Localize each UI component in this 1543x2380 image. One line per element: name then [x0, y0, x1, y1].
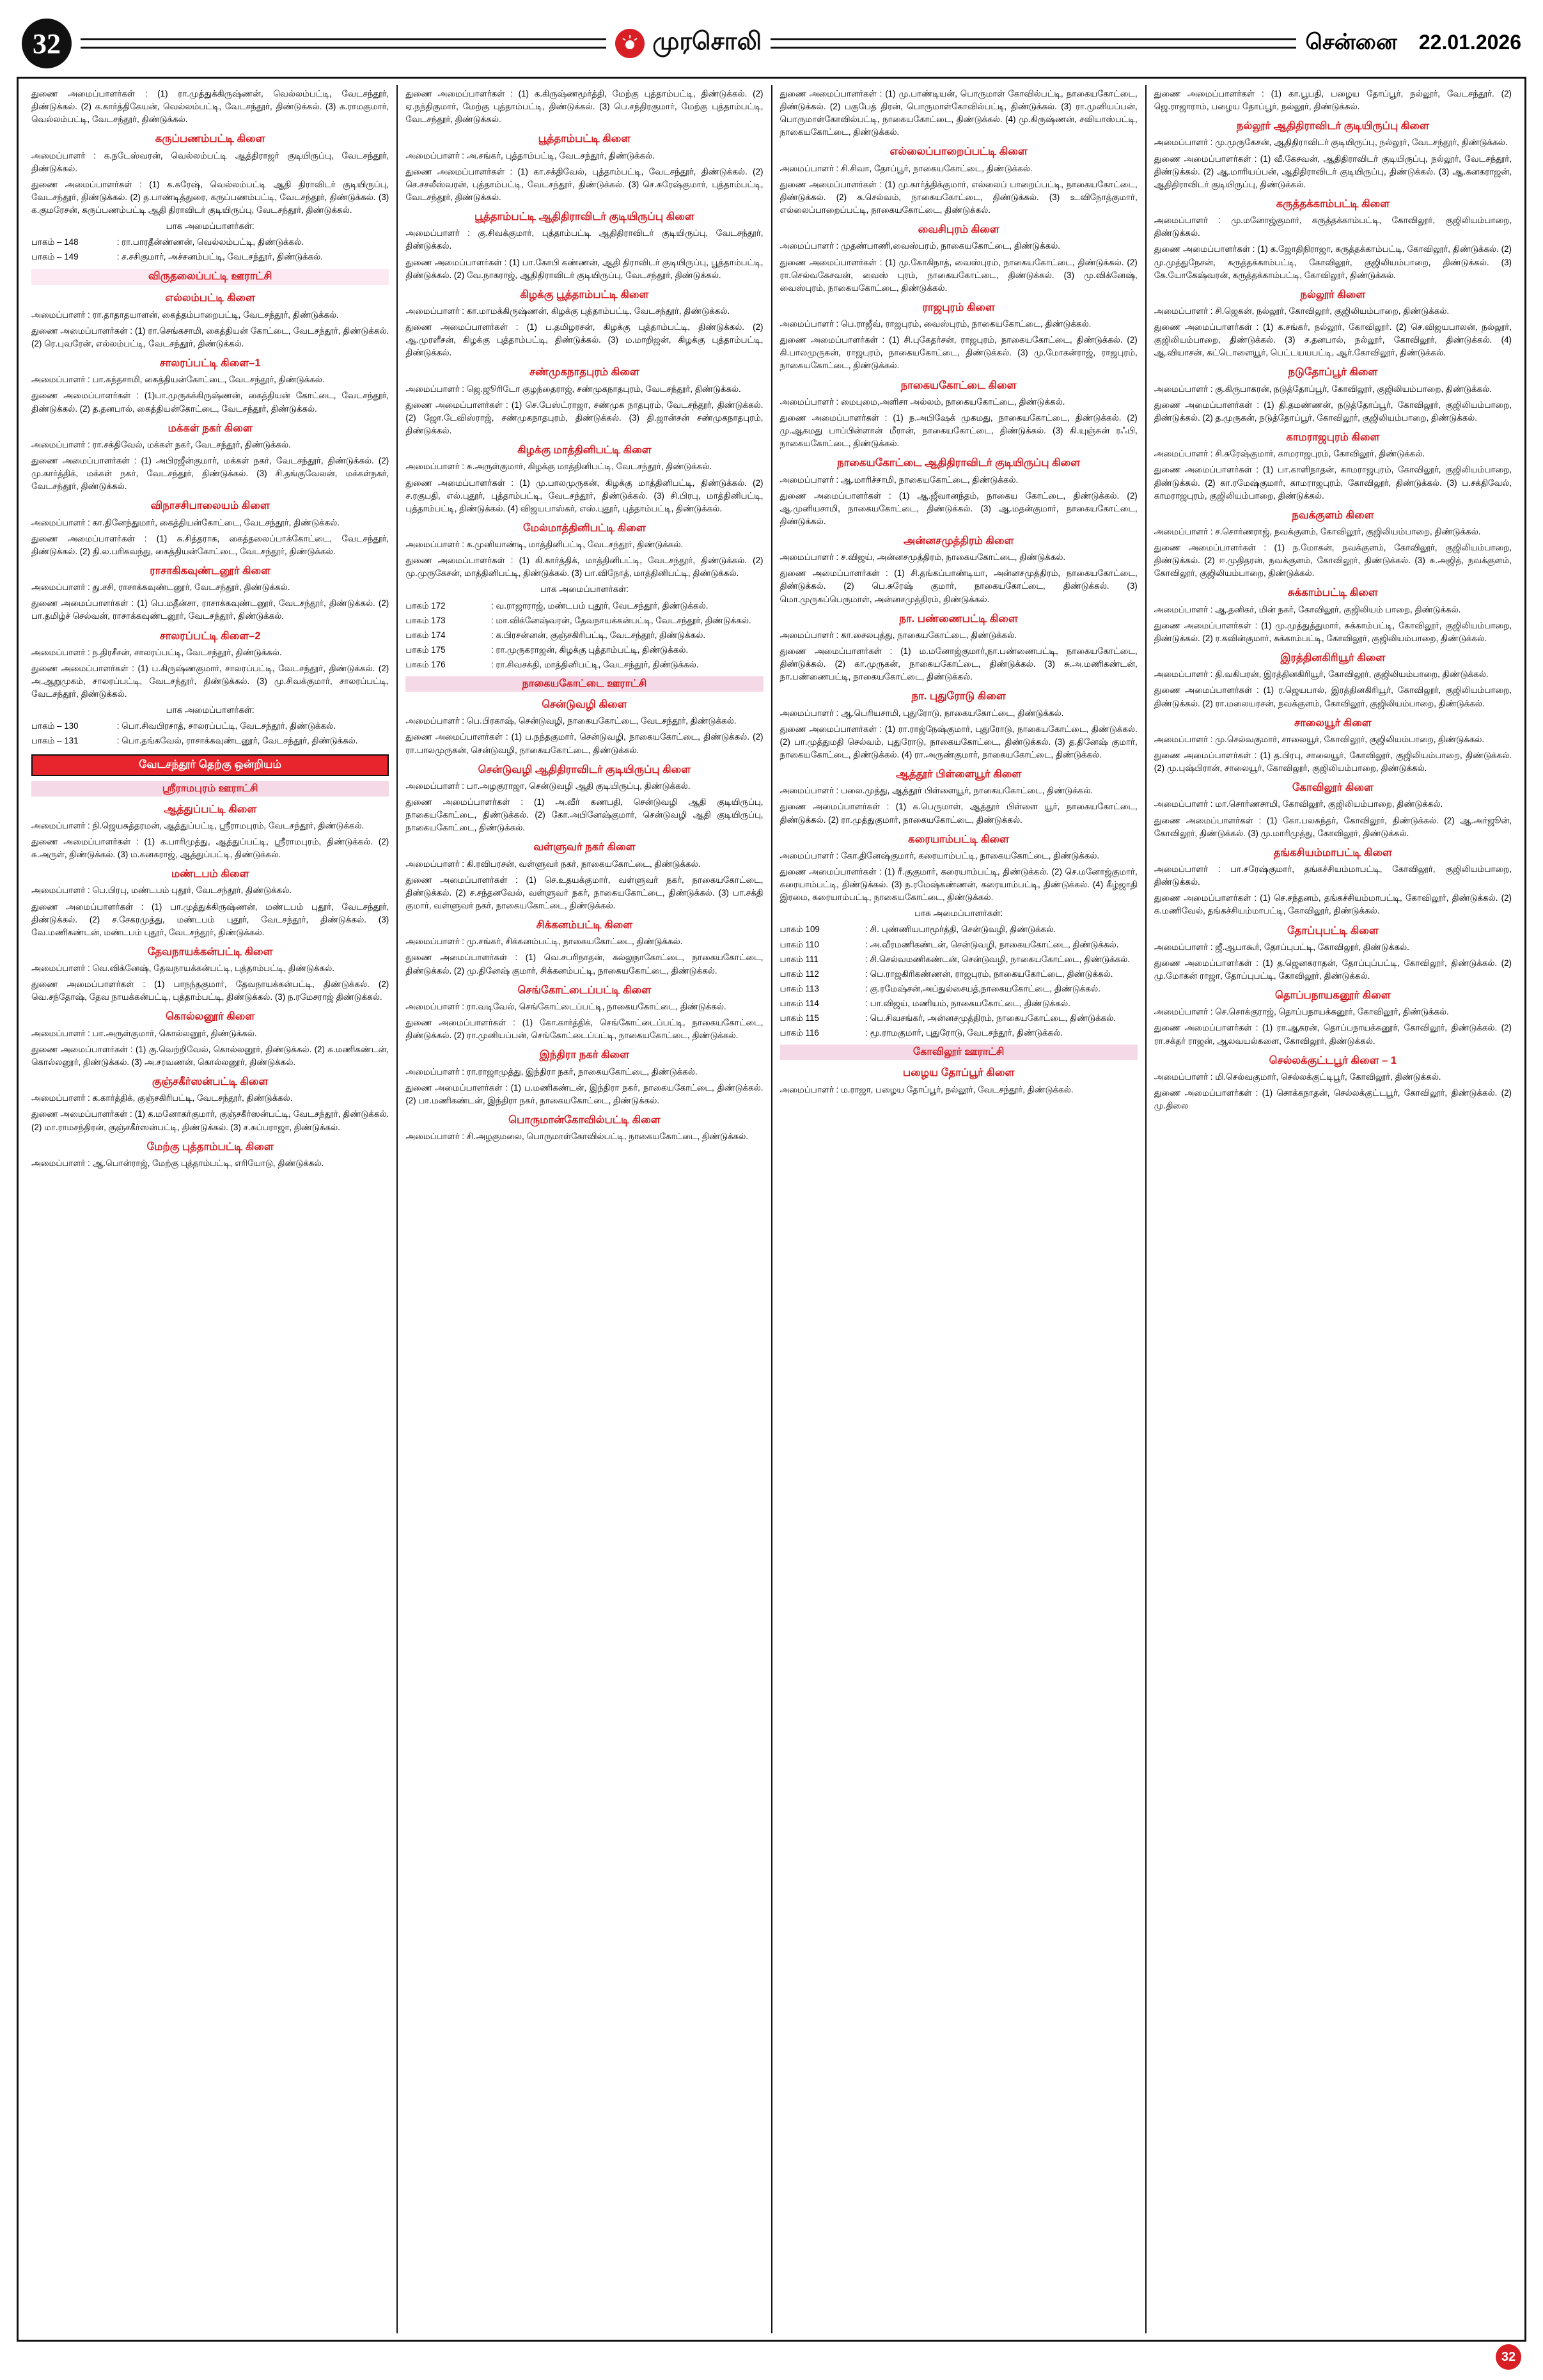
- paragraph: அமைப்பாளர் : பலை.முத்து, ஆத்தூர் பிள்ளையூர், நாகையகோட்டை, திண்டுக்கல்.: [779, 786, 1093, 796]
- paragraph: துணை அமைப்பாளர்கள் : (1) க.ஜோதிநிராஜா, கருத்தக்காம்பட்டி, கோவிலூர், திண்டுக்கல். (2) மு.முத்துநேசன், கருத்தக்காம்பட்டி, கோவிலூர், குஜிலியம்பாறை, திண்டுக்கல். (3) கே.யோகேஷ்வரன், கருத்தக்காம்பட்டி, கோவிலூர், திண்டுக்கல்.: [1154, 244, 1512, 280]
- panchayat-heading-highlight: விருதலைப்பட்டி ஊராட்சி: [31, 269, 389, 285]
- part-organiser-name: ரா.சிவசக்தி, மாத்தினிபட்டி, வேடசந்தூர், திண்டுக்கல்.: [496, 659, 699, 669]
- paragraph: அமைப்பாளர் : சு.அருள்குமார், கிழக்கு மாத்தினிபட்டி, வேடசந்தூர், திண்டுக்கல்.: [405, 462, 712, 472]
- paragraph: பாக அமைப்பாளர்கள்:: [540, 584, 629, 595]
- paragraph: துணை அமைப்பாளர்கள் : (1) வீ.கேசவன், ஆதிதிராவிடர் குடியிருப்பு, நல்லூர், வேடசந்தூர், திண்டுக்கல். (2) ஆ.மாரியப்பன், ஆதிதிராவிடர் குடியிருப்பு, திண்டுக்கல். (3) ஆ.கனகராஜன், ஆதிதிராவிடர் குடியிருப்பு, திண்டுக்கல்.: [1154, 153, 1512, 189]
- part-number: பாகம் 173: [405, 615, 446, 625]
- paragraph: அமைப்பாளர் : பெ.பிரபு, மண்டபம் புதூர், வேடசந்தூர், திண்டுக்கல்.: [31, 885, 292, 896]
- paragraph: அமைப்பாளர் : ஜெ.ஜூரிடோ குழந்தைராஜ், சண்முகநாதபுரம், வேடசந்தூர், திண்டுக்கல்.: [405, 384, 741, 394]
- paragraph: துணை அமைப்பாளர்கள் : (1) த.ஜெனகராதன், தோப்புப்பட்டி, கோவிலூர், திண்டுக்கல். (2) மு.மோகன் ராஜா, தோப்புபட்டி, கோவிலூர், திண்டுக்கல்.: [1154, 958, 1512, 981]
- part-organiser-row: பாகம் 109 : சி. புண்ணியபாமூர்த்தி, சென்டுவழி, திண்டுக்கல்.: [780, 923, 1138, 936]
- part-organiser-row: பாகம் 173 : மா.விக்னேஷ்வரன், தேவநாயக்கன்பட்டி, வேடசந்தூர், திண்டுக்கல்.: [405, 614, 763, 627]
- part-organiser-row: பாகம் 110 : அ.வீரமணிகண்டன், சென்டுவழி, நாகையகோட்டை, திண்டுக்கல்.: [780, 938, 1138, 951]
- union-heading-banner: வேடசந்தூர் தெற்கு ஒன்றியம்: [31, 754, 389, 776]
- part-number: பாகம் 110: [779, 939, 819, 949]
- paragraph: அமைப்பாளர் : மு.சங்கர், சிக்கனம்பட்டி, நாகையகோட்டை, திண்டுக்கல்.: [405, 937, 683, 947]
- branch-heading: சிக்கனம்பட்டி கிளை: [536, 919, 633, 931]
- paragraph: துணை அமைப்பாளர்கள் : (1) ஆ.ஜீவானந்தம், நாகைய கோட்டை, திண்டுக்கல். (2) ஆ.முனியசாமி, நாகையகோட்டை, திண்டுக்கல். (3) ஆ.மதன்குமார், நாகையகோட்டை, திண்டுக்கல்.: [779, 490, 1138, 526]
- branch-heading: அன்னசமுத்திரம் கிளை: [903, 534, 1014, 547]
- paragraph: துணை அமைப்பாளர்கள் : (1) த.பிரபு, சாலையூர், கோவிலூர், குஜிலியம்பாறை, திண்டுக்கல். (2) மு.புஷ்பிரான், சாலையூர், கோவிலூர், குஜிலியம்பாறை, திண்டுக்கல்.: [1154, 751, 1512, 774]
- part-number: பாகம் 109: [779, 924, 820, 935]
- paragraph: துணை அமைப்பாளர்கள் : (1) க.பெருமாள், ஆத்தூர் பிள்ளை யூர், நாகையகோட்டை, திண்டுக்கல். (2) ரா.முத்துகுமார், நாகையகோட்டை, திண்டுக்கல்.: [779, 802, 1138, 825]
- paragraph: துணை அமைப்பாளர்கள் : (1) ந.மோகன், நவக்குளம், கோவிலூர், குஜிலியம்பாறை, திண்டுக்கல். (2) ஈ.முதிதரன், நவக்குளம், கோவிலூர், திண்டுக்கல். (3) சு.அஜித், நவக்குளம், கோவிலூர், குஜிலியம்பாறை, திண்டுக்கல்.: [1154, 543, 1512, 579]
- paragraph: துணை அமைப்பாளர்கள் : (1) க.கிருஷ்ணமூர்த்தி, மேற்கு புத்தாம்பட்டி, திண்டுக்கல். (2) ஏ.நந்திகுமார், மேற்கு புத்தாம்பட்டி, திண்டுக்கல். (3) பெ.சந்திரகுமார், மேற்கு புத்தாம்பட்டி, வேடசந்தூர், திண்டுக்கல்.: [405, 89, 764, 125]
- part-number: பாகம் 116: [779, 1028, 819, 1038]
- paragraph: துணை அமைப்பாளர்கள் : (1) க.சுரேஷ், வெல்லம்பட்டி ஆதி திராவிடர் குடியிருப்பு, வேடசந்தூர், திண்டுக்கல். (2) த.பாண்டித்துரை, கருப்பணம்பட்டி, வேடசந்தூர், திண்டுக்கல். (3) க.குமரேசன், கருப்பணம்பட்டி ஆதி திராவிடர் குடியிருப்பு, வேடசந்தூர், திண்டுக்கல்.: [31, 179, 389, 215]
- part-organiser-row: பாகம் 116 : மூ.ராமகுமார், புதுரோடு, வேடசந்தூர், திண்டுக்கல்.: [780, 1027, 1138, 1039]
- paragraph: துணை அமைப்பாளர்கள் : (1) பா.கோபி கண்ணன், ஆதி திராவிடர் குடியிருப்பு, பூத்தாம்பட்டி, திண்டுக்கல். (2) வே.நாகராஜ், ஆதிதிராவிடர் குடியிருப்பு, வேடசந்தூர், திண்டுக்கல்.: [405, 257, 764, 280]
- branch-heading: பூத்தாம்பட்டி கிளை: [538, 133, 631, 145]
- branch-heading: சுக்காம்பட்டி கிளை: [1287, 587, 1378, 599]
- paragraph: துணை அமைப்பாளர்கள் : (1) பா.காளிநாதன், காமராஜபுரம், கோவிலூர், குஜிலியம்பாறை, திண்டுக்கல். (2) கா.ரமேஷ்குமார், காமராஜபுரம், கோவிலூர், திண்டுக்கல். (3) ப.சக்திவேல், காமராஜபுரம், குஜிலியம்பாறை, திண்டுக்கல்.: [1154, 465, 1512, 501]
- paragraph: துணை அமைப்பாளர்கள் : (1) ரீ.குகுமார், கரையாம்பட்டி, திண்டுக்கல். (2) செ.மனோஜ்குமார், கரையாம்பட்டி, திண்டுக்கல். (3) ந.ரமேஷ்கண்ணன், கரையாம்பட்டி, திண்டுக்கல். (4) கீழ்ஜாதி இரமை, கரையாம்பட்டி, நாகையகோட்டை, திண்டுக்கல்.: [779, 867, 1138, 903]
- part-number: பாகம் 174: [405, 630, 446, 640]
- branch-heading: எல்லைப்பாறைப்பட்டி கிளை: [889, 146, 1028, 158]
- branch-heading: காமராஜபுரம் கிளை: [1286, 432, 1380, 444]
- paragraph: துணை அமைப்பாளர்கள் : (1) சி.தங்கப்பாண்டியா, அன்னசமுத்திரம், நாகையகோட்டை, திண்டுக்கல். (2) பெ.சுரேஷ் குமார், நாகையகோட்டை, திண்டுக்கல். (3) மொ.முருகப்பெருமாள், அன்னசமுத்திரம், திண்டுக்கல்.: [779, 568, 1138, 604]
- part-organiser-name: ச.சசிகுமார், அச்சனம்பட்டி, வேடசந்தூர், திண்டுக்கல்.: [121, 252, 323, 262]
- paragraph: துணை அமைப்பாளர்கள் : (1) ரா.ராஜ்நேஷ்குமார், புதுரோடு, நாகையகோட்டை, திண்டுக்கல். (2) பா.முத்துமதி செல்வம், புதுரோடு, நாகையகோட்டை, திண்டுக்கல். (3) த.தினேஷ் குமார், நாகையகோட்டை, திண்டுக்கல். (4) ரா.அருண்குமார், நாகையகோட்டை, திண்டுக்கல்.: [779, 724, 1138, 759]
- paragraph: அமைப்பாளர் : பா.அருள்குமார், கொல்லனூர், திண்டுக்கல்.: [31, 1028, 257, 1038]
- branch-heading: சென்டுவழி ஆதிதிராவிடர் குடியிருப்பு கிளை: [478, 763, 691, 775]
- part-organiser-name: பொ.சிவபிரசாத், சாலரப்பட்டி, வேடசந்தூர், திண்டுக்கல்.: [121, 721, 336, 731]
- paragraph: அமைப்பாளர் : கா.மாமக்கிருஷ்ணன், கிழக்கு புத்தாம்பட்டி, வேடசந்தூர், திண்டுக்கல்.: [405, 306, 730, 316]
- part-number: பாகம் 113: [779, 983, 819, 993]
- paragraph: துணை அமைப்பாளர்கள் : (1) சி.புகேதர்சன், ராஜபுரம், நாகையகோட்டை, திண்டுக்கல். (2) கி.பாலமுருகன், ராஜபுரம், நாகையகோட்டை, திண்டுக்கல். (3) மு.மோகன்ராஜ், ராஜபுரம், நாகையகோட்டை, திண்டுக்கல்.: [779, 335, 1138, 371]
- branch-heading: நாகையகோட்டை கிளை: [900, 379, 1017, 391]
- footer-page-badge: 32: [1496, 2344, 1521, 2370]
- paragraph: அமைப்பாளர் : மு.முருகேசன், ஆதிதிராவிடர் குடியிருப்பு, நல்லூர், வேடசந்தூர், திண்டுக்கல்.: [1154, 137, 1508, 148]
- paragraph: துணை அமைப்பாளர்கள் : (1) மு.முத்துத்துமார், சுக்காம்பட்டி, கோவிலூர், குஜிலியம்பாறை, திண்டுக்கல். (2) ர.கவின்குமார், சுக்காம்பட்டி, கோவிலூர், குஜிலியம்பாறை, திண்டுக்கல்.: [1154, 620, 1512, 643]
- text-column: [772, 85, 1147, 2333]
- paragraph: துணை அமைப்பாளர்கள் : (1) அபிரஜீன்குமார், மக்கள் நகர், வேடசந்தூர், திண்டுக்கல். (2) மு.கார்த்திக், மக்கள் நகர், வேடசந்தூர், திண்டுக்கல். (3) சி.தங்குவேலன், மக்கள்நகர், வேடசந்தூர், திண்டுக்கல்.: [31, 456, 389, 492]
- paragraph: அமைப்பாளர் : ஆ.பொன்ராஜ், மேற்கு புத்தாம்பட்டி, எரியோடு, திண்டுக்கல்.: [31, 1158, 324, 1168]
- paragraph: அமைப்பாளர் : பெ.ராஜீவ், ராஜபுரம், வைஸ்புரம், நாகையகோட்டை, திண்டுக்கல்.: [779, 319, 1092, 329]
- paragraph: அமைப்பாளர் : பா.கந்தசாமி, கைத்தியன்கோட்டை, வேடசந்தூர், திண்டுக்கல்.: [31, 375, 325, 385]
- branch-heading: வள்ளுவர் நகர் கிளை: [533, 841, 636, 853]
- paragraph: அமைப்பாளர் : க.முனியாண்டி, மாத்தினிபட்டி, வேடசந்தூர், திண்டுக்கல்.: [405, 540, 684, 550]
- branch-heading: தேவநாயக்கன்பட்டி கிளை: [147, 945, 273, 958]
- branch-heading: தங்கசியம்மாபட்டி கிளை: [1273, 846, 1392, 859]
- branch-heading: செங்கோட்டைப்பட்டி கிளை: [517, 984, 652, 996]
- paragraph: அமைப்பாளர் : ரா.தாதாதயாளன், கைத்தம்பாறைபட்டி, வேடசந்தூர், திண்டுக்கல்.: [31, 309, 339, 320]
- paragraph: அமைப்பாளர் : கா.தினேந்துமார், கைத்தியன்கோட்டை, வேடசந்தூர், திண்டுக்கல்.: [31, 517, 340, 527]
- paragraph: பாக அமைப்பாளர்கள்:: [166, 221, 255, 231]
- paragraph: அமைப்பாளர் : பெ.பிரகாஷ், சென்டுவழி, நாகையகோட்டை, வேடசந்தூர், திண்டுக்கல்.: [405, 716, 737, 726]
- masthead-rule-right: [771, 38, 1296, 49]
- paragraph: துணை அமைப்பாளர்கள் : (1) க.பாரிமுத்து, ஆத்துப்பட்டி, ஸ்ரீராமபுரம், திண்டுக்கல். (2) சு.அருள், திண்டுக்கல். (3) ம.கனகராஜ், ஆத்துப்பட்டி, திண்டுக்கல்.: [31, 836, 389, 860]
- branch-heading: பழைய தோப்பூர் கிளை: [902, 1067, 1015, 1079]
- part-organiser-row: பாகம் 174 : க.பிரசன்னன், குஞ்சகிரிபட்டி, வேடசந்தூர், திண்டுக்கல்.: [405, 629, 763, 642]
- branch-heading: கரையாம்பட்டி கிளை: [908, 833, 1010, 845]
- branch-heading: மக்கள் நகர் கிளை: [168, 422, 253, 434]
- paragraph: துணை அமைப்பாளர்கள் : (1) க.மனோகர்குமார், குஞ்சகீர்ஸன்பட்டி, வேடசந்தூர், திண்டுக்கல். (2) மா.ராமசந்திரன், குஞ்சகீர்ஸன்பட்டி, திண்டுக்கல். (3) ச.சுப்பராஜா, திண்டுக்கல்.: [31, 1109, 389, 1132]
- part-organiser-row: பாகம் 114 : பா.விஜய், மணியம், நாகையகோட்டை, திண்டுக்கல்.: [780, 997, 1138, 1010]
- part-organiser-name: சி.செல்வமணிகண்டன், சென்டுவழி, நாகையகோட்டை, திண்டுக்கல்.: [870, 954, 1130, 964]
- branch-heading: நல்லூர் கிளை: [1300, 288, 1366, 300]
- branch-heading: கோவிலூர் கிளை: [1292, 782, 1374, 794]
- paragraph: துணை அமைப்பாளர்கள் : (1) ரா.ஆகரன், தொப்பநாயக்கனூர், கோவிலூர், திண்டுக்கல். (2) ரா.சக்தர் ராஜன், ஆலவயல்களை, கோவிலூர், திண்டுக்கல்.: [1154, 1023, 1512, 1046]
- branch-heading: நவக்குளம் கிளை: [1292, 509, 1374, 521]
- paragraph: துணை அமைப்பாளர்கள் : (1) ம.மனோஜ்குமார்,நா.பண்ணைபட்டி, நாகையகோட்டை, திண்டுக்கல். (2) கா.முருகன், நாகையகோட்டை, திண்டுக்கல். (3) சு.அ.மணிகண்டன், நா.பண்ணைபட்டி, நாகையகோட்டை, திண்டுக்கல்.: [779, 646, 1138, 682]
- paragraph: அமைப்பாளர் : மா.சொர்ணசாமி, கோவிலூர், குஜிலியம்பாறை, திண்டுக்கல்.: [1154, 799, 1443, 809]
- paragraph: அமைப்பாளர் : ரா.வடிவேல், செங்கோட்டைப்பட்டி, நாகையகோட்டை, திண்டுக்கல்.: [405, 1001, 726, 1011]
- branch-heading: சண்முகநாதபுரம் கிளை: [529, 366, 639, 378]
- paragraph: துணை அமைப்பாளர்கள் : (1) செ.சந்தனம், தங்கச்சியம்மாபட்டி, கோவிலூர், திண்டுக்கல். (2) க.மணிவேல், தங்கச்சியம்மாபட்டி, கோவிலூர், திண்டுக்கல்.: [1154, 893, 1512, 916]
- paragraph: அமைப்பாளர் : ஆ.மாரிச்சாமி, நாகையகோட்டை, திண்டுக்கல்.: [779, 474, 1019, 485]
- edition-date: 22.01.2026: [1418, 30, 1521, 54]
- part-organiser-row: பாகம் 176 : ரா.சிவசக்தி, மாத்தினிபட்டி, வேடசந்தூர், திண்டுக்கல்.: [405, 658, 763, 671]
- part-number: பாகம் 112: [779, 968, 819, 979]
- paragraph: துணை அமைப்பாளர்கள் : (1) வெ.சபரிநாதன், கல்லுநாகோட்டை, நாகையகோட்டை, திண்டுக்கல். (2) மு.தினேஷ் குமார், சிக்கனம்பட்டி, நாகையகோட்டை, திண்டுக்கல்.: [405, 953, 764, 976]
- paragraph: அமைப்பாளர் : ச.சொர்ணராஜ், நவக்குளம், கோவிலூர், குஜிலியம்பாறை, திண்டுக்கல்.: [1154, 527, 1481, 536]
- branch-heading: தோப்புபட்டி கிளை: [1287, 924, 1379, 937]
- paragraph: அமைப்பாளர் : ச.விஜய், அன்னசமுத்திரம், நாகையகோட்டை, திண்டுக்கல்.: [779, 552, 1066, 563]
- paragraph: துணை அமைப்பாளர்கள் : (1) ப.கிருஷ்ணகுமார், சாலரப்பட்டி, வேடசந்தூர், திண்டுக்கல். (2) அ.ஆறுமுகம், சாலரப்பட்டி, வேடசந்தூர், திண்டுக்கல். (3) மு.சிவக்குமார், சாலரப்பட்டி, வேடசந்தூர், திண்டுக்கல்.: [31, 663, 389, 699]
- branch-heading: நாகையகோட்டை ஆதிதிராவிடர் குடியிருப்பு கிளை: [837, 457, 1081, 469]
- branch-heading: கொல்லனூர் கிளை: [165, 1011, 255, 1023]
- part-organiser-name: சி. புண்ணியபாமூர்த்தி, சென்டுவழி, திண்டுக்கல்.: [870, 924, 1056, 935]
- paragraph: அமைப்பாளர் : கி.ரவிபரசன், வள்ளுவர் நகர், நாகையகோட்டை, திண்டுக்கல்.: [405, 859, 701, 869]
- paragraph: துணை அமைப்பாளர்கள் : (1) கி.கார்த்திக், மாத்தினிபட்டி, வேடசந்தூர், திண்டுக்கல். (2) மு.முருகேசன், மாத்தினிபட்டி, திண்டுக்கல். (3) பா.விநோத், மாத்தினிபட்டி, திண்டுக்கல்.: [405, 556, 764, 579]
- paragraph: துணை அமைப்பாளர்கள் : (1) தி.தமண்ணன், நடுத்தோப்பூர், கோவிலூர், குஜிலியம்பாறை, திண்டுக்கல். (2) த.முருகன், நடுத்தோப்பூர், கோவிலூர், குஜிலியம்பாறை, திண்டுக்கல்.: [1154, 400, 1512, 423]
- paragraph: பாக அமைப்பாளர்கள்:: [166, 705, 255, 715]
- paragraph: அமைப்பாளர் : பா.சரேஷ்குமார், தங்கச்சியம்மாபட்டி, கோவிலூர், குஜிலியம்பாறை, திண்டுக்கல்.: [1154, 864, 1512, 887]
- part-organiser-name: கு.ரமேஷ்சன்,அப்துல்சையத்,நாகையகோட்டை, திண்டுக்கல்.: [870, 983, 1100, 993]
- part-number: பாகம் 175: [405, 644, 446, 655]
- edition-city: சென்னை: [1305, 29, 1397, 54]
- paragraph: அமைப்பாளர் : ரா.சக்திவேல், மக்கள் நகர், வேடசந்தூர், திண்டுக்கல்.: [31, 439, 291, 449]
- paragraph: பாக அமைப்பாளர்கள்:: [914, 908, 1003, 919]
- part-organiser-row: பாகம் 113 : கு.ரமேஷ்சன்,அப்துல்சையத்,நாகையகோட்டை, திண்டுக்கல்.: [780, 983, 1138, 995]
- branch-heading: சாலரப்பட்டி கிளை–2: [159, 630, 261, 642]
- part-number: பாகம் – 148: [31, 237, 79, 247]
- paragraph: துணை அமைப்பாளர்கள் : (1) மு.பாலமுருகன், கிழக்கு மாத்தினிபட்டி, திண்டுக்கல். (2) ச.ரகுபதி, எல்.புதூர், புத்தாம்பட்டி, வேடசந்தூர், திண்டுக்கல். (3) சி.பிரபு, மாத்தினிபட்டி, புத்தாம்பட்டி, திண்டுக்கல். (4) விஜயபாஸ்கர், எஸ்.புதூர், புத்தாம்பட்டி, திண்டுக்கல்.: [405, 478, 764, 513]
- masthead-rule-left: [81, 38, 606, 49]
- branch-heading: நடுதோப்பூர் கிளை: [1288, 366, 1378, 378]
- branch-heading: கிழக்கு பூத்தாம்பட்டி கிளை: [520, 288, 649, 300]
- panchayat-heading-highlight: கோவிலூர் ஊராட்சி: [780, 1045, 1138, 1060]
- part-organiser-name: பெ.ராஜகிரிகண்ணன், ராஜபுரம், நாகையகோட்டை, திண்டுக்கல்.: [870, 968, 1113, 979]
- paragraph: அமைப்பாளர் : முதண்பாணி,வைஸ்பரம், நாகையகோட்டை, திண்டுக்கல்.: [779, 241, 1060, 251]
- part-organiser-row: பாகம் 175 : ரா.முருகராஜன், கிழக்கு புத்தாம்பட்டி, திண்டுக்கல்.: [405, 644, 763, 657]
- masthead: [17, 14, 1526, 73]
- paragraph: துணை அமைப்பாளர்கள் : (1) ப.தமிழரசன், கிழக்கு புத்தாம்பட்டி, திண்டுக்கல். (2) ஆ.முரளீசன், கிழக்கு புத்தாம்பட்டி, திண்டுக்கல். (3) ம.மாறிஜன், கிழக்கு புத்தாம்பட்டி, திண்டுக்கல்.: [405, 322, 764, 358]
- panchayat-heading-highlight: ஸ்ரீராமபுரம் ஊராட்சி: [31, 781, 389, 797]
- part-organiser-name: வ.ராஜாராஜ், மண்டபம் புதூர், வேடசந்தூர், திண்டுக்கல்.: [496, 600, 709, 611]
- branch-heading: தொப்பநாயகனூர் கிளை: [1275, 990, 1391, 1002]
- branch-heading: சென்டுவழி கிளை: [542, 699, 627, 711]
- branch-heading: கிழக்கு மாத்தினிபட்டி கிளை: [517, 444, 652, 456]
- paragraph: அமைப்பாளர் : மைபுமை,அளிசா அல்லம், நாகையகோட்டை, திண்டுக்கல்.: [779, 396, 1065, 407]
- paragraph: அமைப்பாளர் : ஆ.பெரியசாமி, புதுரோடு, நாகையகோட்டை, திண்டுக்கல்.: [779, 708, 1064, 718]
- branch-heading: சாலரப்பட்டி கிளை–1: [159, 357, 261, 369]
- branch-heading: மேல்மாத்தினிபட்டி கிளை: [523, 522, 646, 534]
- text-column: [24, 85, 398, 2333]
- paragraph: அமைப்பாளர் : கு.சிவக்குமார், புத்தாம்பட்டி ஆதிதிராவிடர் குடியிருப்பு, வேடசந்தூர், திண்டுக்கல்.: [405, 228, 764, 251]
- column-container: [24, 85, 1519, 2333]
- paragraph: அமைப்பாளர் : மு.மனோஜ்குமார், கருத்தக்காம்பட்டி, கோவிலூர், குஜிலியம்பாறை, திண்டுக்கல்.: [1154, 215, 1512, 238]
- part-organiser-name: மூ.ராமகுமார், புதுரோடு, வேடசந்தூர், திண்டுக்கல்.: [870, 1028, 1063, 1038]
- paragraph: அமைப்பாளர் : து.சசி, ராசாக்கவுண்டனூர், வேடசந்தூர், திண்டுக்கல்.: [31, 582, 290, 593]
- masthead-meta: [1305, 30, 1521, 58]
- page-number-badge: 32: [22, 19, 72, 68]
- paragraph: துணை அமைப்பாளர்கள் : (1) அ.வீர் கணபதி, சென்டுவழி ஆதி குடியிருப்பு, நாகையகோட்டை, திண்டுக்கல். (2) கோ.அபினேஷ்குமார், சென்டுவழி ஆதி குடியிருப்பு, நாகையகோட்டை, திண்டுக்கல்.: [405, 797, 764, 833]
- branch-heading: ஆத்தூர் பிள்ளையூர் கிளை: [896, 768, 1022, 781]
- paragraph: அமைப்பாளர் : சி.அழகுமலை, பொருமாள்கோவில்பட்டி, நாகையகோட்டை, திண்டுக்கல்.: [405, 1132, 748, 1142]
- part-organiser-name: பா.விஜய், மணியம், நாகையகோட்டை, திண்டுக்கல்.: [870, 999, 1070, 1009]
- paragraph: அமைப்பாளர் : க.நடேஸ்வரன், வெல்லம்பட்டி ஆத்திராஜர் குடியிருப்பு, வேடசந்தூர், திண்டுக்கல்.: [31, 150, 389, 173]
- paragraph: அமைப்பாளர் : பா.அழகுராஜா, சென்டுவழி ஆதி குடியிருப்பு, திண்டுக்கல்.: [405, 781, 691, 791]
- paragraph: அமைப்பாளர் : நி.ஜெயசுத்தரமன், ஆத்துப்பட்டி, ஸ்ரீராமபுரம், வேடசந்தூர், திண்டுக்கல்.: [31, 820, 364, 830]
- part-organiser-row: பாகம் 111 : சி.செல்வமணிகண்டன், சென்டுவழி, நாகையகோட்டை, திண்டுக்கல்.: [780, 953, 1138, 966]
- part-number: பாகம் – 149: [31, 252, 79, 262]
- paragraph: அமைப்பாளர் : சி.ஜெகன், நல்லூர், கோவிலூர், குஜிலியம்பாறை, திண்டுக்கல்.: [1154, 306, 1450, 316]
- panchayat-heading-highlight: நாகையகோட்டை ஊராட்சி: [405, 676, 763, 692]
- rising-sun-icon: [615, 29, 645, 58]
- paragraph: துணை அமைப்பாளர்கள் : (1) க.சங்கர், நல்லூர், கோவிலூர். (2) செ.விஜயபாலன், நல்லூர், குஜிலியம்பாறை, திண்டுக்கல். (3) ச.தனபால், நல்லூர், கோவிலூர், திண்டுக்கல். (4) ஆ.வியாசன், கட்டொளையூர், பெட்டயயபட்டி, ஆர்.கோவிலூர், திண்டுக்கல்.: [1154, 322, 1512, 358]
- paragraph: அமைப்பாளர் : வெ.விக்னேஷ், தேவநாயக்கன்பட்டி, புத்தாம்பட்டி, திண்டுக்கல்.: [31, 963, 334, 974]
- content-frame: [17, 77, 1526, 2342]
- part-number: பாகம் – 130: [31, 721, 79, 731]
- paragraph: அமைப்பாளர் : ந.திரசீசன், சாலரப்பட்டி, வேடசந்தூர், திண்டுக்கல்.: [31, 647, 282, 657]
- paragraph: அமைப்பாளர் : அ.சங்கர், புத்தாம்பட்டி, வேடசந்தூர், திண்டுக்கல்.: [405, 150, 655, 160]
- paragraph: அமைப்பாளர் : சி.சிவா, தோப்பூர், நாகையகோட்டை, திண்டுக்கல்.: [779, 163, 1033, 173]
- paragraph: அமைப்பாளர் : மி.செல்வகுமார், செல்லக்குட்டிபூர், கோவிலூர், திண்டுக்கல்.: [1154, 1071, 1441, 1082]
- part-number: பாகம் 176: [405, 659, 446, 669]
- branch-heading: எல்லம்பட்டி கிளை: [165, 292, 255, 304]
- paragraph: அமைப்பாளர் : சி.சுரேஷ்குமார், காமராஜபுரம், கோவிலூர், திண்டுக்கல்.: [1154, 449, 1425, 459]
- branch-heading: குஞ்சகீர்ஸன்பட்டி கிளை: [152, 1076, 269, 1088]
- part-organiser-row: பாகம் – 148 : ரா.பாரதீன்ண்ணன், வெல்லம்பட்டி, திண்டுக்கல்.: [31, 236, 389, 249]
- part-organiser-row: பாகம் 172 : வ.ராஜாராஜ், மண்டபம் புதூர், வேடசந்தூர், திண்டுக்கல்.: [405, 600, 763, 612]
- branch-heading: நல்லூர் ஆதிதிராவிடர் குடியிருப்பு கிளை: [1236, 120, 1429, 132]
- part-organiser-row: பாகம் – 130 : பொ.சிவபிரசாத், சாலரப்பட்டி, வேடசந்தூர், திண்டுக்கல்.: [31, 720, 389, 733]
- part-organiser-row: பாகம் 115 : பெ.சிவசங்கர், அன்னசமுத்திரம், நாகையகோட்டை, திண்டுக்கல்.: [780, 1012, 1138, 1025]
- paragraph: துணை அமைப்பாளர்கள் : (1) ரா.செங்கசாமி, கைத்தியன் கோட்டை, வேடசந்தூர், திண்டுக்கல். (2) ரெ.புவரேன், எல்லம்பட்டி, வேடசந்தூர், திண்டுக்கல்.: [31, 325, 389, 348]
- text-column: [398, 85, 772, 2333]
- part-organiser-name: ரா.முருகராஜன், கிழக்கு புத்தாம்பட்டி, திண்டுக்கல்.: [496, 644, 689, 655]
- paragraph: துணை அமைப்பாளர்கள் : (1) ந.அபிஷேக் முகமது, நாகையகோட்டை, திண்டுக்கல். (2) மு.ஆகமது பாப்பின்ளான் மீரான், நாகையகோட்டை, திண்டுக்கல். (3) கி.யுஞ்சுன் ரஃபி, நாகையகோட்டை, திண்டுக்கல்.: [779, 412, 1138, 449]
- part-organiser-name: அ.வீரமணிகண்டன், சென்டுவழி, நாகையகோட்டை, திண்டுக்கல்.: [870, 939, 1119, 949]
- paragraph: துணை அமைப்பாளர்கள் : (1) பா.முத்துக்கிருஷ்ணன், மண்டபம் புதூர், வேடசந்தூர், திண்டுக்கல். (2) ச.சேகரமுத்து, மண்டபம் புதூர், வேடசந்தூர், திண்டுக்கல். (3) வே.மணிகண்டன், மண்டபம் புதூர், வேடசந்தூர், திண்டுக்கல்.: [31, 901, 389, 937]
- branch-heading: இந்திரா நகர் கிளை: [539, 1049, 629, 1061]
- paragraph: அமைப்பாளர் : க.கார்த்திக், குஞ்சகிரிபட்டி, வேடசந்தூர், திண்டுக்கல்.: [31, 1093, 293, 1103]
- paragraph: துணை அமைப்பாளர்கள் : (1) மு.கோகிநாத், வைஸ்புரம், நாகையகோட்டை, திண்டுக்கல். (2) ரா.செல்வகேசவன், வைஸ் புரம், நாகையகோட்டை, திண்டுக்கல். (3) மு.விக்னேஷ், வைஸ்புரம், நாகையகோட்டை, திண்டுக்கல்.: [779, 257, 1138, 293]
- part-number: பாகம் – 131: [31, 736, 79, 746]
- branch-heading: நா. புதுரோடு கிளை: [911, 690, 1006, 703]
- part-organiser-name: க.பிரசன்னன், குஞ்சகிரிபட்டி, வேடசந்தூர், திண்டுக்கல்.: [496, 630, 706, 640]
- paragraph: துணை அமைப்பாளர்கள் : (1) பாநந்தகுமார், தேவநாயக்கன்பட்டி, திண்டுக்கல். (2) வெ.சந்தோஷ், தேவ நாயக்கன்பட்டி, புத்தாம்பட்டி, திண்டுக்கல். (3) ந.ரமேசராஜ் திண்டுக்கல்.: [31, 979, 389, 1002]
- branch-heading: நா. பண்ணைபட்டி கிளை: [899, 612, 1018, 625]
- paragraph: அமைப்பாளர் : செ.சொக்குராஜ், தொப்பநாயக்கனூர், கோவிலூர், திண்டுக்கல்.: [1154, 1007, 1449, 1017]
- paragraph: துணை அமைப்பாளர்கள் : (1) ர.ஜெயபால், இரத்தினகிரியூர், கோவிலூர், குஜிலியம்பாறை, திண்டுக்கல். (2) ரா.மலையரசன், நவக்குளம், கோவிலூர், குஜிலியம்பாறை, திண்டுக்கல்.: [1154, 685, 1512, 708]
- text-column: [1147, 85, 1519, 2333]
- paragraph: துணை அமைப்பாளர்கள் : (1) கா.சக்திவேல், புத்தாம்பட்டி, வேடசந்தூர், திண்டுக்கல். (2) செ.சசலீஸ்வரன், புத்தாம்பட்டி, வேடசந்தூர், திண்டுக்கல். (3) செ.சுரேஷ்குமார், புத்தாம்பட்டி, வேடசந்தூர், திண்டுக்கல்.: [405, 166, 764, 202]
- paragraph: துணை அமைப்பாளர்கள் : (1) செ.பேஸ்ட்ராஜா, சண்முக நாதபுரம், வேடசந்தூர், திண்டுக்கல். (2) ஜோ.டேவிஸ்ராஜ், சண்முகநாதபுரம், திண்டுக்கல். (3) தி.ஜான்சன் சண்முகநாதபுரம், திண்டுக்கல்.: [405, 400, 764, 436]
- part-number: பாகம் 115: [779, 1013, 819, 1023]
- part-organiser-row: பாகம் – 149 : ச.சசிகுமார், அச்சனம்பட்டி, வேடசந்தூர், திண்டுக்கல்.: [31, 251, 389, 263]
- branch-heading: செல்லக்குட்டபூர் கிளை – 1: [1269, 1054, 1397, 1066]
- paragraph: துணை அமைப்பாளர்கள் : (1) ப.நந்தகுமார், சென்டுவழி, நாகையகோட்டை, திண்டுக்கல். (2) ரா.பாலமுருகன், சென்டுவழி, நாகையகோட்டை, திண்டுக்கல்.: [405, 732, 764, 755]
- masthead-brand: [615, 28, 762, 59]
- branch-heading: வைசிபுரம் கிளை: [918, 224, 999, 236]
- branch-heading: கருப்பணம்பட்டி கிளை: [155, 133, 265, 145]
- paragraph: துணை அமைப்பாளர்கள் : (1) கோ.கார்த்திக், செங்கோட்டைப்பட்டி, நாகையகோட்டை, திண்டுக்கல். (2) ரா.முனியப்பன், செங்கோட்டைப்பட்டி, நாகையகோட்டை, திண்டுக்கல்.: [405, 1018, 764, 1041]
- branch-heading: மண்டபம் கிளை: [171, 868, 249, 880]
- branch-heading: கருத்தக்காம்பட்டி கிளை: [1276, 198, 1390, 210]
- part-organiser-name: பொ.தங்கவேல், ராசாக்கவுண்டனூர், வேடசந்தூர், திண்டுக்கல்.: [121, 736, 358, 746]
- paragraph: துணை அமைப்பாளர்கள் : (1) செ.உதயக்குமார், வள்ளுவர் நகர், நாகையகோட்டை, திண்டுக்கல். (2) ச.சந்தனவேல், வள்ளுவர் நகர், நாகையகோட்டை, திண்டுக்கல். (3) பா.சக்தி குமார், வள்ளுவர் நகர், நாகையகோட்டை, திண்டுக்கல்.: [405, 875, 764, 910]
- paragraph: அமைப்பாளர் : ம.ராஜா, பழைய தோப்பூர், நல்லூர், வேடசந்தூர், திண்டுக்கல்.: [779, 1084, 1074, 1094]
- paragraph: துணை அமைப்பாளர்கள் : (1) மு.பாண்டியன், பொருமாள் கோவில்பட்டி, நாகையகோட்டை, திண்டுக்கல். (2) பகுபேத் திரன், பொருமாள்கோவில்பட்டி, திண்டுக்கல். (3) ரா.முனியப்பன், பொருமாள்கோவில்பட்டி, நாகையகோட்டை, திண்டுக்கல். (4) மு.கிருஷ்ணன், சவியாஸ்பட்டி, நாகையகோட்டை, திண்டுக்கல்.: [779, 89, 1138, 137]
- paragraph: அமைப்பாளர் : ஜீ.ஆபாகூர், தோப்புபட்டி, கோவிலூர், திண்டுக்கல்.: [1154, 942, 1409, 952]
- branch-heading: சாலையூர் கிளை: [1294, 717, 1372, 729]
- paragraph: அமைப்பாளர் : மு.செல்வகுமார், சாலையூர், கோவிலூர், குஜிலியம்பாறை, திண்டுக்கல்.: [1154, 734, 1485, 744]
- branch-heading: மேற்கு புத்தாம்பட்டி கிளை: [146, 1140, 274, 1153]
- part-number: பாகம் 114: [779, 999, 819, 1009]
- part-organiser-row: பாகம் 112 : பெ.ராஜகிரிகண்ணன், ராஜபுரம், நாகையகோட்டை, திண்டுக்கல்.: [780, 968, 1138, 981]
- paragraph: துணை அமைப்பாளர்கள் : (1) கா.பூபதி, பழைய தோப்பூர், நல்லூர், வேடசந்தூர். (2) ஜெ.ராஜாராம், பழைய தோப்பூர், நல்லூர், திண்டுக்கல்.: [1154, 89, 1512, 112]
- branch-heading: இரத்தினகிரியூர் கிளை: [1280, 652, 1386, 664]
- part-organiser-name: பெ.சிவசங்கர், அன்னசமுத்திரம், நாகையகோட்டை, திண்டுக்கல்.: [870, 1013, 1116, 1023]
- part-organiser-row: பாகம் – 131 : பொ.தங்கவேல், ராசாக்கவுண்டனூர், வேடசந்தூர், திண்டுக்கல்.: [31, 735, 389, 747]
- paragraph: அமைப்பாளர் : கா.சைலபுத்து, நாகையகோட்டை, திண்டுக்கல்.: [779, 630, 1017, 640]
- paragraph: துணை அமைப்பாளர்கள் : (1) ப.மணிகண்டன், இந்திரா நகர், நாகையகோட்டை, திண்டுக்கல். (2) பா.மணிகண்டன், இந்திரா நகர், நாகையகோட்டை, திண்டுக்கல்.: [405, 1082, 764, 1105]
- paragraph: துணை அமைப்பாளர்கள் : (1) ரா.முத்துக்கிருஷ்ணன், வெல்லம்பட்டி, வேடசந்தூர், திண்டுக்கல். (2) க.கார்த்திகேயன், வெல்லம்பட்டி, வேடசந்தூர், திண்டுக்கல். (3) க.ராமகுமார், வெல்லம்பட்டி, வேடசந்தூர், திண்டுக்கல்.: [31, 89, 389, 125]
- paragraph: அமைப்பாளர் : கோ.தினேஷ்குமார், கரையாம்பட்டி, நாகையகோட்டை, திண்டுக்கல்.: [779, 850, 1100, 860]
- paragraph: துணை அமைப்பாளர்கள் : (1) கோ.பலசுந்தர், கோவிலூர், திண்டுக்கல். (2) ஆ.அர்ஜூன், கோவிலூர், திண்டுக்கல். (3) மு.மாரிமுத்து, கோவிலூர், திண்டுக்கல்.: [1154, 815, 1512, 838]
- branch-heading: ராஜபுரம் கிளை: [922, 301, 995, 313]
- paragraph: அமைப்பாளர் : தி.வகிபரன், இரத்தினகிரியூர், கோவிலூர், குஜிலியம்பாறை, திண்டுக்கல்.: [1154, 669, 1489, 680]
- paragraph: அமைப்பாளர் : ரா.ராஜாமுத்து, இந்திரா நகர், நாகையகோட்டை, திண்டுக்கல்.: [405, 1066, 698, 1077]
- branch-heading: ராசாகிகவுண்டனூர் கிளை: [150, 564, 271, 577]
- paper-title: முரசொலி: [652, 28, 762, 55]
- branch-heading: பூத்தாம்பட்டி ஆதிதிராவிடர் குடியிருப்பு கிளை: [474, 211, 694, 223]
- part-organiser-name: மா.விக்னேஷ்வரன், தேவநாயக்கன்பட்டி, வேடசந்தூர், திண்டுக்கல்.: [496, 615, 751, 625]
- paragraph: துணை அமைப்பாளர்கள் : (1) சொக்கநாதன், செல்லக்குட்டபூர், கோவிலூர், திண்டுக்கல். (2) மு.திலை: [1154, 1088, 1512, 1111]
- paragraph: துணை அமைப்பாளர்கள் : (1)பா.முருகக்கிருஷ்ணன், கைத்தியன் கோட்டை, வேடசந்தூர், திண்டுக்கல். (2) த.தனபால், கைத்தியன்கோட்டை, வேடசந்தூர், திண்டுக்கல்.: [31, 391, 389, 414]
- branch-heading: விநாசசிபாலையம் கிளை: [150, 500, 270, 512]
- paragraph: அமைப்பாளர் : ஆ.தனிகர், மின் நகர், கோவிலூர், குஜிலியம் பாறை, திண்டுக்கல்.: [1154, 604, 1461, 614]
- part-number: பாகம் 111: [779, 954, 818, 964]
- paragraph: துணை அமைப்பாளர்கள் : (1) கு.வெற்றிவேல், கொல்லனூர், திண்டுக்கல். (2) க.மணிகண்டன், கொல்லனூர், திண்டுக்கல். (3) அ.சரவணன், கொல்லனூர், திண்டுக்கல்.: [31, 1044, 389, 1067]
- part-organiser-name: ரா.பாரதீன்ண்ணன், வெல்லம்பட்டி, திண்டுக்கல்.: [121, 237, 304, 247]
- paragraph: அமைப்பாளர் : கு.கிருபாகரன், நடுத்தோப்பூர், கோவிலூர், குஜிலியம்பாறை, திண்டுக்கல்.: [1154, 384, 1492, 394]
- paragraph: துணை அமைப்பாளர்கள் : (1) மு.கார்த்திக்குமார், எல்லைப் பாறைப்பட்டி, நாகையகோட்டை, திண்டுக்கல். (2) க.செல்வம், நாகையகோட்டை, திண்டுக்கல். (3) உ.விநோத்குமார், எல்லைப்பாறைப்பட்டி, நாகையகோட்டை, திண்டுக்கல்.: [779, 179, 1138, 215]
- branch-heading: பொருமான்கோவில்பட்டி கிளை: [508, 1114, 661, 1126]
- part-number: பாகம் 172: [405, 600, 446, 611]
- paragraph: துணை அமைப்பாளர்கள் : (1) பெ.மதீன்சா, ராசாக்கவுண்டனூர், வேடசந்தூர், திண்டுக்கல். (2) பா.தமிழ்ச் செல்வன், ராசாக்கவுண்டனூர், வேடசந்தூர், திண்டுக்கல்.: [31, 598, 389, 621]
- paragraph: துணை அமைப்பாளர்கள் : (1) சு.சித்தராசு, கைத்தலைப்பாக்கோட்டை, வேடசந்தூர், திண்டுக்கல். (2) தி.ல.பரிசுவந்து, கைத்தியன்கோட்டை, வேடசந்தூர், திண்டுக்கல்.: [31, 533, 389, 556]
- branch-heading: ஆத்துப்பட்டி கிளை: [163, 803, 257, 815]
